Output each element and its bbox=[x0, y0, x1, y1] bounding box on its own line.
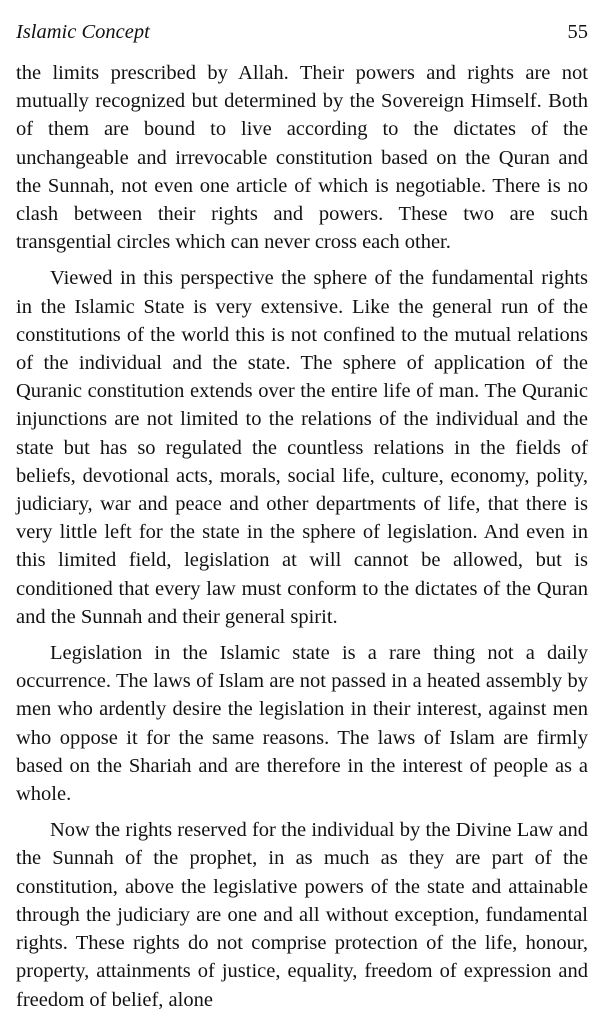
body-text bbox=[16, 59, 588, 1014]
running-header bbox=[16, 18, 588, 48]
paragraph-fundamental-rights-sphere: Viewed in this perspective the sphere of the fundamental rights in the Islamic State is very extensive. Like the general run of the constitutions of the world this is not confined to the mutual relations of the individual and the state. The sphere of application of the Quranic constitution extends over the entire life of man. The Quranic injunctions are not limited to the relations of the individual and the state but has so regulated the countless relations in the fields of beliefs, devotional acts, morals, social life, culture, economy, polity, judiciary, war and peace and other departments of life, that there is very little left for the state in the sphere of legislation. And even in this limited field, legislation at will cannot be allowed, but is conditioned that every law must conform to the dictates of the Quran and the Sunnah and their general spirit. bbox=[16, 267, 588, 628]
paragraph-continued: the limits prescribed by Allah. Their powers and rights are not mutually recognized but determined by the Sovereign Himself. Both of them are bound to live according to the dictates of the unchangeable and irrevocable constitution based on the Quran and the Sunnah, not even one article of which is negotiable. There is no clash between their rights and powers. These two are such transgential circles which can never cross each other. bbox=[16, 62, 588, 254]
paragraph-legislation: Legislation in the Islamic state is a rare thing not a daily occurrence. The laws of Islam are not passed in a heated assembly by men who ardently desire the legislation in their interest, against men who oppose it for the same reasons. The laws of Islam are firmly based on the Shariah and are therefore in the interest of people as a whole. bbox=[16, 642, 588, 806]
running-title: Islamic Concept bbox=[16, 21, 150, 43]
page-number: 55 bbox=[567, 21, 588, 43]
paragraph-individual-rights: Now the rights reserved for the individual by the Divine Law and the Sunnah of the prophet, in as much as they are part of the constitution, above the legislative powers of the state and attainable through the judiciary are one and all without exception, fundamental rights. These rights do not comprise protection of the life, honour, property, attainments of justice, equality, freedom of expression and freedom of belief, alone bbox=[16, 819, 588, 1011]
